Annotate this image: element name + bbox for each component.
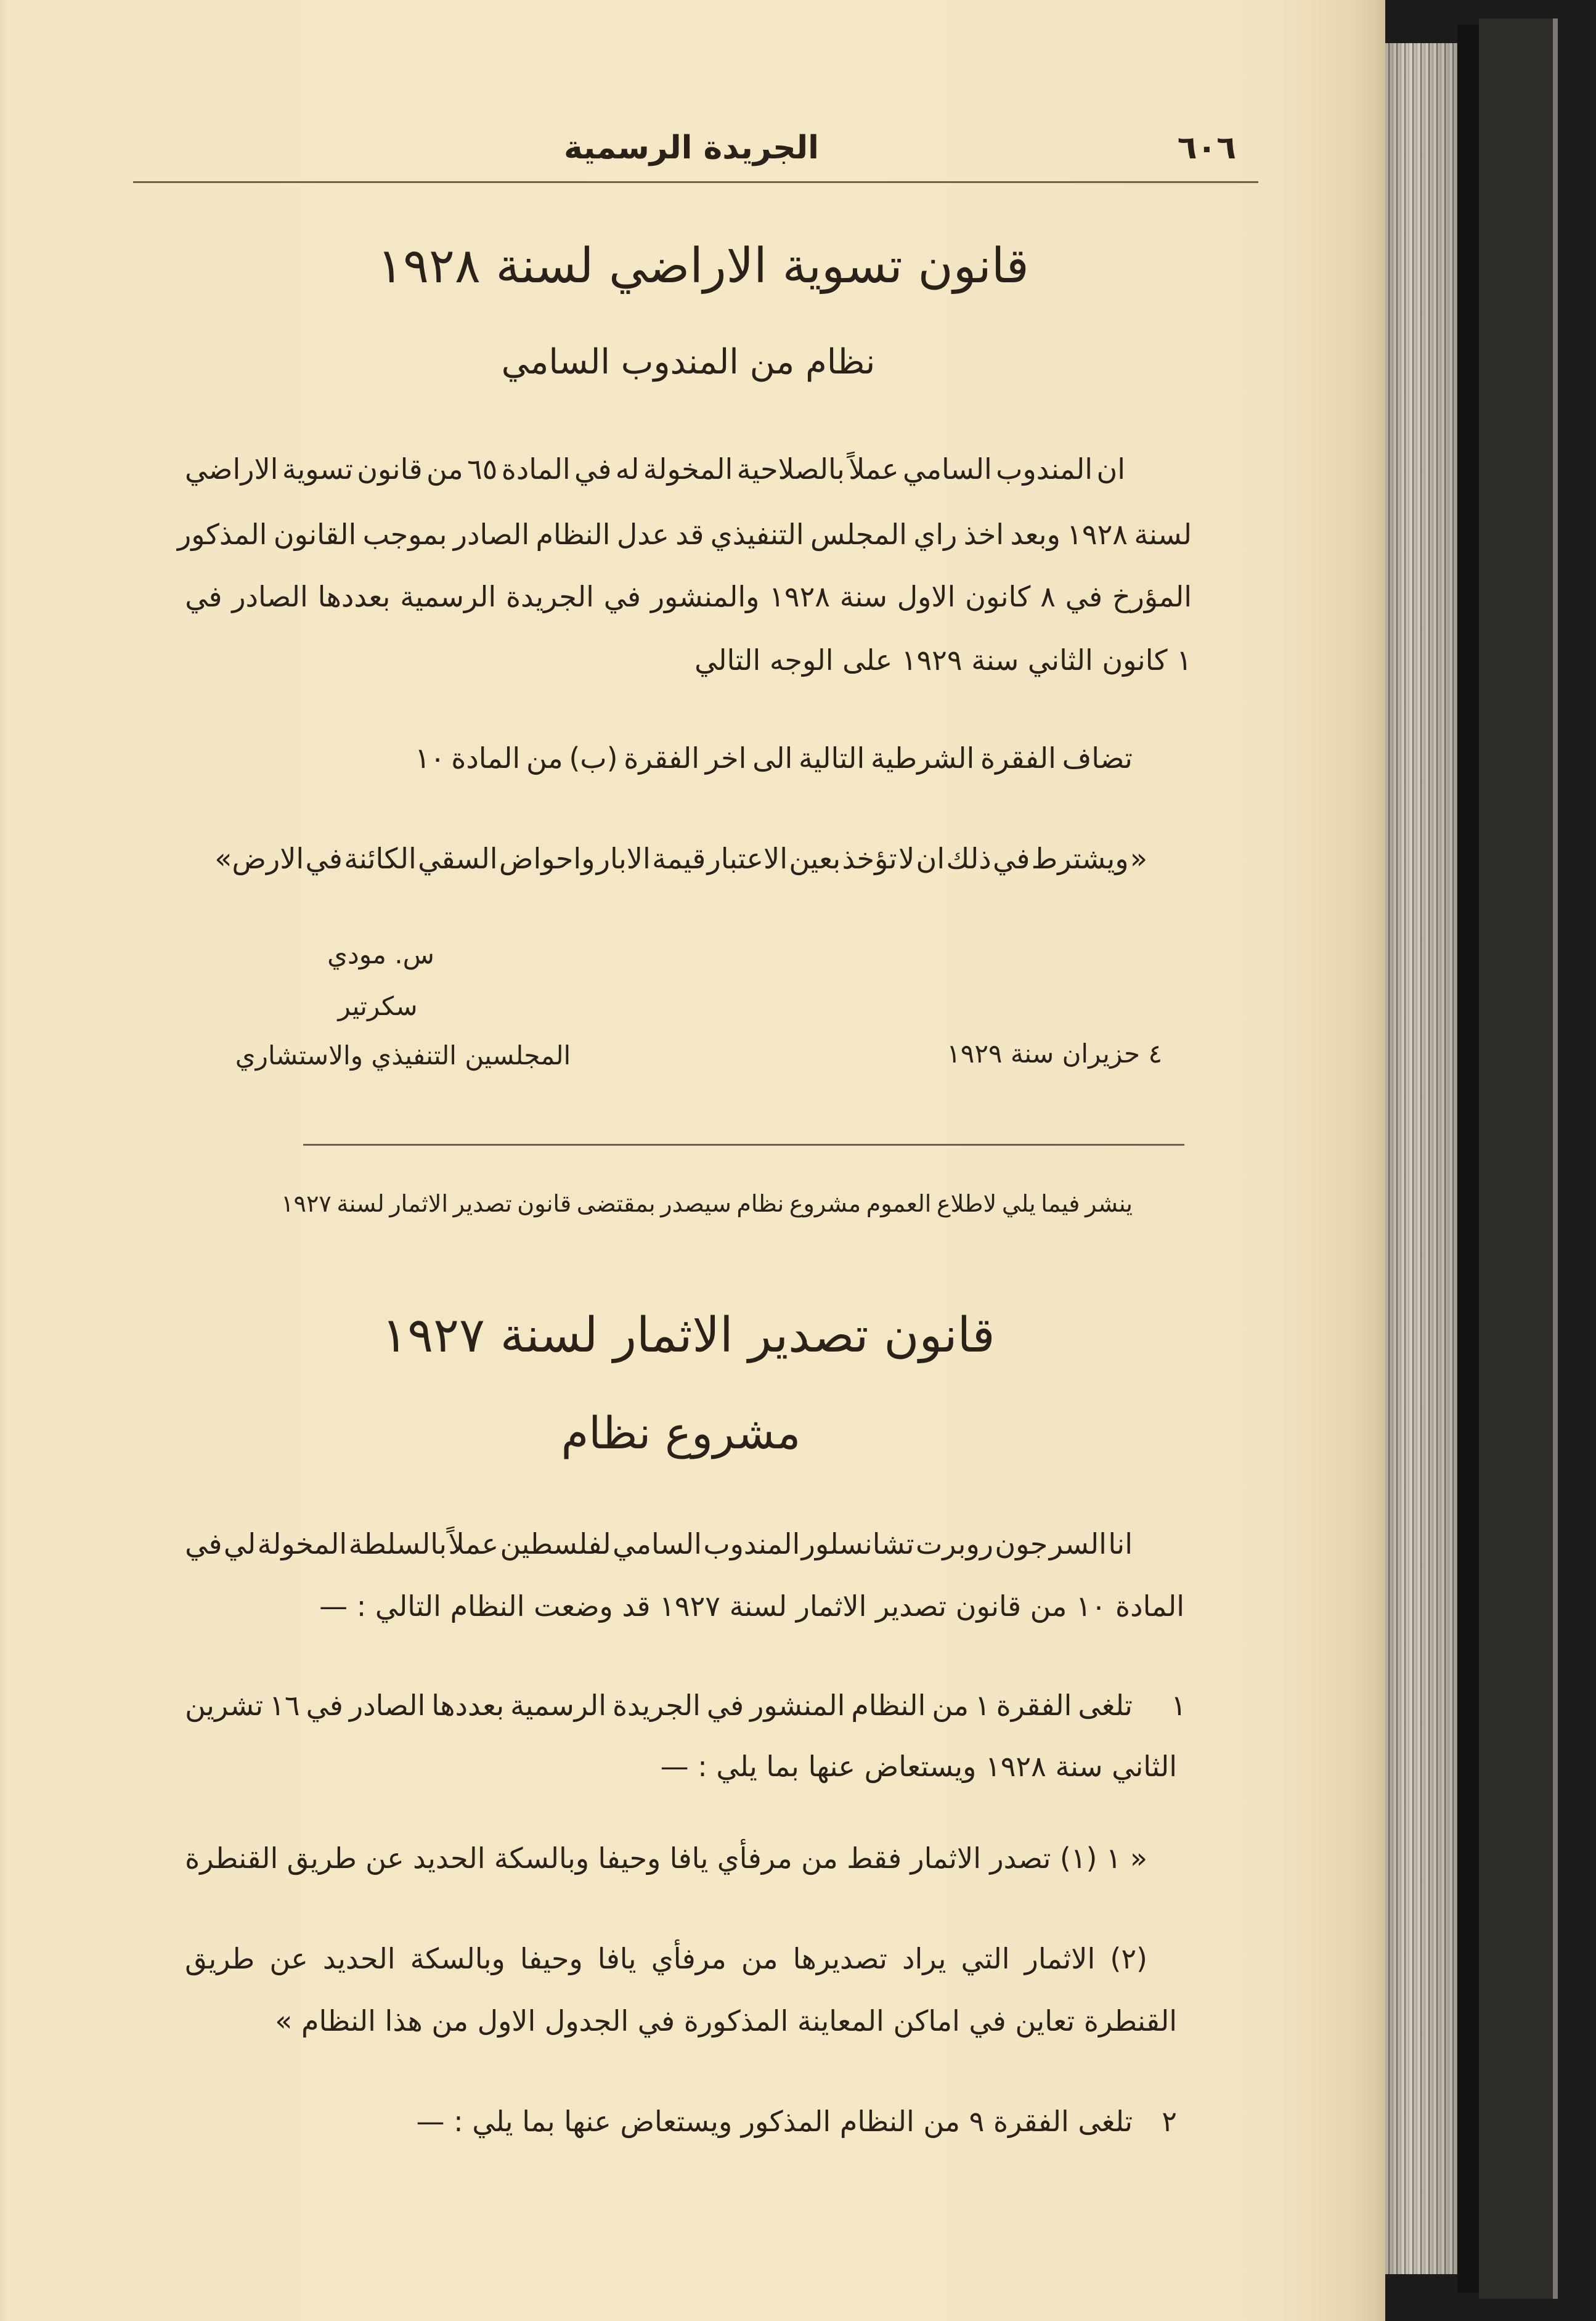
word: الكائنة — [344, 842, 417, 875]
word: الاثمار — [1024, 1942, 1096, 1975]
word: ويشترط — [1031, 842, 1129, 875]
word: ١ — [1105, 1842, 1122, 1875]
book-cover-highlight — [1553, 18, 1558, 2299]
word: القانون — [273, 518, 357, 551]
word: من — [526, 741, 563, 775]
word: « — [1130, 1842, 1147, 1875]
word: في — [574, 452, 612, 486]
word: كانون — [965, 580, 1031, 613]
word: اخذ — [963, 518, 1004, 551]
word: الى — [752, 741, 793, 775]
word: لاطلاع — [936, 1190, 997, 1217]
amendment-instruction — [415, 736, 1133, 780]
word: المجلس — [810, 518, 907, 551]
signatory-name: س. مودي — [327, 939, 434, 969]
word: تسوية — [282, 452, 353, 486]
item-number: ٢ — [1162, 2105, 1177, 2138]
word: قد — [675, 518, 704, 551]
proviso-quote — [214, 837, 1147, 880]
word: من — [426, 452, 463, 486]
word: السامي — [902, 452, 992, 486]
book-cover-edge — [1479, 18, 1553, 2299]
word: التي — [961, 1942, 1010, 1975]
regulation-date: ٤ حزيران سنة ١٩٢٩ — [947, 1038, 1162, 1069]
word: ١٩٢٧ — [281, 1190, 332, 1217]
word: طريق — [185, 1942, 255, 1975]
word: يلي — [1001, 1190, 1036, 1217]
word: الابار — [596, 842, 651, 875]
publication-notice — [281, 1185, 1133, 1222]
word: تشانسلور — [801, 1527, 914, 1560]
gazette-title: الجريدة الرسمية — [564, 129, 819, 166]
word: المادة — [451, 741, 521, 775]
word: الحديد — [412, 1842, 486, 1875]
signatory-office: المجلسين التنفيذي والاستشاري — [235, 1040, 571, 1071]
land-settlement-preamble-line: ١ كانون الثاني سنة ١٩٢٩ على الوجه التالي — [694, 643, 1192, 677]
word: في — [993, 842, 1030, 875]
word: وحيفا — [519, 1942, 583, 1975]
word: قانون — [357, 452, 423, 486]
word: المؤرخ — [1112, 580, 1192, 613]
word: الحديد — [322, 1942, 396, 1975]
word: مرفأي — [717, 1842, 792, 1875]
word: عن — [365, 1842, 404, 1875]
word: الاثمار — [910, 1842, 982, 1875]
word: عملاً — [448, 1527, 499, 1560]
word: الاول — [897, 580, 956, 613]
word: مرفأي — [651, 1942, 727, 1975]
word: المذكور — [177, 518, 267, 551]
word: تصدير — [453, 1190, 512, 1217]
word: الجريدة — [505, 580, 594, 613]
word: جون — [995, 1527, 1048, 1560]
word: سنة — [839, 580, 887, 613]
word: الجريدة — [612, 1689, 701, 1722]
word: قيمة — [652, 842, 706, 875]
word: السر — [1049, 1527, 1107, 1560]
fruit-export-preamble-line: المادة ١٠ من قانون تصدير الاثمار لسنة ١٩٢٧ قد وضعت النظام التالي : — — [319, 1589, 1184, 1623]
land-settlement-preamble-line — [185, 575, 1192, 618]
word: ينشر — [1085, 1190, 1133, 1217]
word: ١٠ — [415, 741, 446, 775]
replacement-clause-line: القنطرة تعاين في اماكن المعاينة المذكورة في الجدول الاول من هذا النظام » — [275, 2004, 1177, 2038]
word: مشروع — [789, 1190, 861, 1217]
word: ١٩٢٨ — [769, 580, 830, 613]
fruit-export-preamble-line — [185, 1522, 1133, 1565]
word: في — [185, 1527, 222, 1560]
word: له — [615, 452, 640, 486]
word: في — [305, 842, 343, 875]
word: وبالسكة — [494, 1842, 590, 1875]
word: تضاف — [1062, 741, 1133, 775]
word: لفلسطين — [500, 1527, 611, 1560]
word: في — [603, 580, 641, 613]
word: المنشور — [750, 1689, 845, 1722]
word: لسنة — [1134, 518, 1192, 551]
word: في — [1065, 580, 1103, 613]
word: ذلك — [946, 842, 991, 875]
word: ٦٥ — [466, 452, 498, 486]
word: في — [185, 580, 222, 613]
word: قانون — [517, 1190, 572, 1217]
land-settlement-preamble-line — [177, 513, 1192, 556]
word: « — [1130, 842, 1147, 875]
word: تصديرها — [792, 1942, 887, 1975]
page-number: ٦٠٦ — [1177, 129, 1236, 166]
word: يافا — [669, 1842, 709, 1875]
word: روبرت — [916, 1527, 993, 1560]
word: راي — [913, 518, 958, 551]
word: انا — [1108, 1527, 1133, 1560]
word: والمنشور — [650, 580, 760, 613]
word: بالصلاحية — [736, 452, 845, 486]
word: من — [932, 1689, 969, 1722]
fruit-export-subtitle: مشروع نظام — [561, 1407, 801, 1459]
word: المادة — [501, 452, 571, 486]
word: بعددها — [317, 580, 391, 613]
word: المندوب — [703, 1527, 800, 1560]
word: في — [306, 1689, 343, 1722]
word: اخر — [705, 741, 747, 775]
word: السقي — [418, 842, 498, 875]
word: تؤخذ — [842, 842, 897, 875]
word: من — [801, 1842, 838, 1875]
item-text-line: الثاني سنة ١٩٢٨ ويستعاض عنها بما يلي : — — [660, 1750, 1177, 1783]
word: ١ — [974, 1689, 990, 1722]
word: الاعتبار — [707, 842, 788, 875]
word: الاراضي — [185, 452, 279, 486]
word: يراد — [902, 1942, 947, 1975]
word: ان — [916, 842, 945, 875]
word: وبالسكة — [410, 1942, 505, 1975]
replacement-clause-line — [185, 1937, 1147, 1980]
item-text-line: تلغى الفقرة ٩ من النظام المذكور ويستعاض عنها بما يلي : — — [416, 2105, 1133, 2138]
word: نظام — [736, 1190, 784, 1217]
item-number: ١ — [1171, 1689, 1186, 1722]
word: الفقرة — [996, 1689, 1072, 1722]
word: تشرين — [185, 1689, 264, 1722]
word: الشرطية — [870, 741, 975, 775]
word: المخولة — [643, 452, 733, 486]
replacement-clause-line — [185, 1837, 1147, 1880]
item-text-line — [185, 1684, 1133, 1727]
word: عملاً — [849, 452, 899, 486]
word: بالسلطة — [348, 1527, 447, 1560]
word: عن — [269, 1942, 308, 1975]
word: لسنة — [336, 1190, 385, 1217]
word: الارض» — [214, 842, 304, 875]
header-rule — [133, 181, 1258, 183]
word: الرسمية — [510, 1689, 606, 1722]
fruit-export-title: قانون تصدير الاثمار لسنة ١٩٢٧ — [381, 1308, 995, 1363]
word: التالية — [798, 741, 865, 775]
word: فقط — [847, 1842, 902, 1875]
word: بمقتضى — [576, 1190, 656, 1217]
section-divider — [303, 1144, 1184, 1146]
word: من — [741, 1942, 778, 1975]
word: ١٦ — [269, 1689, 300, 1722]
word: التنفيذي — [710, 518, 804, 551]
page-edge-shadow — [1385, 43, 1457, 2274]
word: النظام — [851, 1689, 926, 1722]
word: الاثمار — [389, 1190, 449, 1217]
word: الفقرة — [980, 741, 1056, 775]
word: واحواض — [499, 842, 595, 875]
word: النظام — [535, 518, 611, 551]
word: الصادر — [349, 1689, 426, 1722]
word: تصدر — [990, 1842, 1051, 1875]
word: المندوب — [996, 452, 1093, 486]
word: الصادر — [232, 580, 308, 613]
word: لا — [898, 842, 915, 875]
land-settlement-preamble-line — [185, 447, 1125, 491]
word: لي — [223, 1527, 256, 1560]
word: العموم — [866, 1190, 932, 1217]
word: وحيفا — [598, 1842, 661, 1875]
word: بعين — [789, 842, 841, 875]
word: فيما — [1041, 1190, 1080, 1217]
word: الفقرة — [624, 741, 700, 775]
word: تلغى — [1078, 1689, 1133, 1722]
word: السامي — [613, 1527, 702, 1560]
word: في — [706, 1689, 744, 1722]
word: (٢) — [1110, 1942, 1147, 1975]
word: ١٩٢٨ — [1067, 518, 1128, 551]
land-settlement-title: قانون تسوية الاراضي لسنة ١٩٢٨ — [377, 239, 1029, 294]
land-settlement-subtitle: نظام من المندوب السامي — [501, 342, 876, 382]
word: المخولة — [257, 1527, 348, 1560]
word: الصادر — [453, 518, 530, 551]
word: ٨ — [1040, 580, 1056, 613]
word: بعددها — [431, 1689, 505, 1722]
word: (ب) — [569, 741, 618, 775]
word: الرسمية — [400, 580, 497, 613]
word: سيصدر — [661, 1190, 731, 1217]
word: بموجب — [362, 518, 447, 551]
word: وبعد — [1010, 518, 1061, 551]
word: طريق — [287, 1842, 357, 1875]
word: ان — [1096, 452, 1125, 486]
word: عدل — [616, 518, 669, 551]
word: (١) — [1059, 1842, 1097, 1875]
book-spine-shadow — [1457, 25, 1479, 2293]
word: القنطرة — [185, 1842, 279, 1875]
word: يافا — [597, 1942, 637, 1975]
signatory-title: سكرتير — [338, 991, 418, 1021]
